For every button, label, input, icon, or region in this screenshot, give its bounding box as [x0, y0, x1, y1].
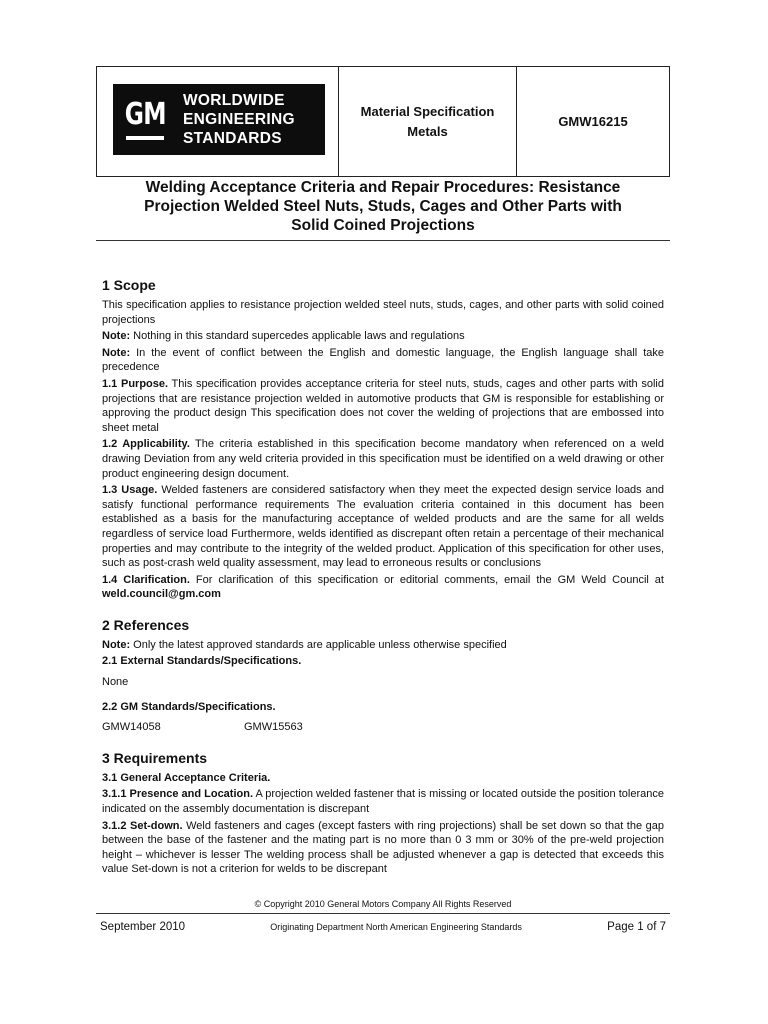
applicability-paragraph — [102, 437, 664, 481]
title-line-3: Solid Coined Projections — [291, 217, 475, 234]
gm-standards-heading — [102, 700, 664, 715]
title-line-1: Welding Acceptance Criteria and Repair Procedures: Resistance — [145, 179, 621, 196]
external-standards-label: 2.1 External Standards/Specifications. — [102, 655, 302, 668]
title-line-2: Projection Welded Steel Nuts, Studs, Cages and Other Parts with — [144, 198, 622, 215]
org-name — [183, 91, 295, 148]
setdown-text: Weld fasteners and cages (except fasters with ring projections) shall be set down so that the gap between the base of the fastener and the mating part is no more than 0 3 mm or 30% of the pre-weld projection height – whichever is lesser The welding process shall be adjusted whenever a gap is detected that exceeds this value Set-down is not a criterion for welds to be discrepant — [102, 819, 664, 876]
external-standards-value: None — [102, 676, 129, 689]
purpose-paragraph — [102, 377, 664, 435]
clarification-paragraph — [102, 573, 664, 602]
references-heading: 2 References — [102, 616, 190, 633]
applicability-text: The criteria established in this specification become mandatory when referenced on a weld drawing Deviation from any weld criteria provided in this specification must be identified on a weld drawing or other product engineering design document. — [102, 438, 664, 480]
references-note — [102, 638, 664, 653]
purpose-label: 1.1 Purpose. — [102, 377, 169, 390]
spec-type-line-1: Material Specification — [360, 103, 495, 119]
issue-date: September 2010 — [100, 921, 186, 933]
gm-mark — [113, 84, 177, 155]
document-title — [96, 178, 670, 235]
gm-underline — [126, 136, 164, 140]
scope-note-2 — [102, 346, 664, 375]
note-label: Note: — [102, 330, 131, 343]
clarification-text: For clarification of this specification or editorial comments, email the GM Weld Council at — [189, 573, 664, 586]
logo-cell — [97, 67, 339, 176]
scope-note-1 — [102, 329, 664, 344]
gm-letters: GM — [124, 96, 166, 132]
title-divider — [96, 240, 670, 241]
document-body — [102, 276, 664, 879]
usage-text: Welded fasteners are considered satisfactory when they meet the expected design service loads and satisfy functional performance requirements The evaluation criteria contained in this document has been established as a basis for the manufacturing acceptance of welded products and are the same for all welds regardless of service load Furthermore, welds identified as discrepant often retain a percentage of their mechanical properties and may contribute to the integrity of the welded product. Application of this specification for other uses, such as post-crash weld quality assessment, may lead to erroneous results or conclusions — [102, 484, 665, 570]
setdown-paragraph — [102, 819, 664, 877]
note-label: Note: — [102, 346, 131, 359]
org-line-2: ENGINEERING — [183, 111, 295, 128]
presence-paragraph — [102, 787, 664, 816]
purpose-text: This specification provides acceptance criteria for steel nuts, studs, cages and other parts with solid projections that are resistance projection welded in automotive products that GM is responsible for establishing or approving the product design This specification does not cover the welding of projections that are embossed into sheet metal — [102, 377, 664, 434]
external-standards-heading — [102, 654, 664, 669]
footer — [96, 918, 670, 936]
gm-standards-list — [102, 720, 664, 735]
general-criteria-heading — [102, 771, 664, 786]
weld-council-email: weld.council@gm.com — [102, 588, 221, 601]
doc-number: GMW16215 — [558, 114, 628, 129]
presence-label: 3.1.1 Presence and Location. — [102, 788, 254, 801]
applicability-label: 1.2 Applicability. — [102, 438, 190, 451]
copyright-notice: © Copyright 2010 General Motors Company All Rights Reserved — [254, 899, 512, 909]
footer-divider — [96, 913, 670, 914]
org-line-1: WORLDWIDE — [183, 92, 285, 109]
presence-text: A projection welded fastener that is missing or located outside the position tolerance indicated on the assembly documentation is discrepant — [102, 788, 664, 816]
setdown-label: 3.1.2 Set-down. — [102, 819, 183, 832]
gm-logo — [113, 84, 325, 155]
clarification-label: 1.4 Clarification. — [102, 573, 190, 586]
gm-standard-item: GMW15563 — [244, 721, 303, 734]
note-text: Nothing in this standard supercedes applicable laws and regulations — [130, 330, 465, 343]
scope-intro: This specification applies to resistance projection welded steel nuts, studs, cages, and other parts with solid coined projections — [102, 299, 664, 326]
originating-department: Originating Department North American Engineering Standards — [270, 922, 522, 932]
spec-type-line-2: Metals — [407, 123, 448, 139]
page-number: Page 1 of 7 — [607, 921, 666, 933]
requirements-heading: 3 Requirements — [102, 749, 208, 766]
usage-label: 1.3 Usage. — [102, 484, 158, 497]
note-text: Only the latest approved standards are applicable unless otherwise specified — [130, 638, 507, 651]
header-box — [96, 66, 670, 177]
scope-heading: 1 Scope — [102, 277, 156, 293]
gm-standards-label: 2.2 GM Standards/Specifications. — [102, 700, 276, 713]
spec-type-cell — [339, 67, 517, 176]
note-text: In the event of conflict between the English and domestic language, the English language shall take precedence — [102, 346, 664, 374]
usage-paragraph — [102, 483, 664, 571]
note-label: Note: — [102, 638, 131, 651]
general-criteria-label: 3.1 General Acceptance Criteria. — [102, 771, 271, 784]
gm-standard-item: GMW14058 — [102, 721, 161, 734]
org-line-3: STANDARDS — [183, 130, 282, 147]
